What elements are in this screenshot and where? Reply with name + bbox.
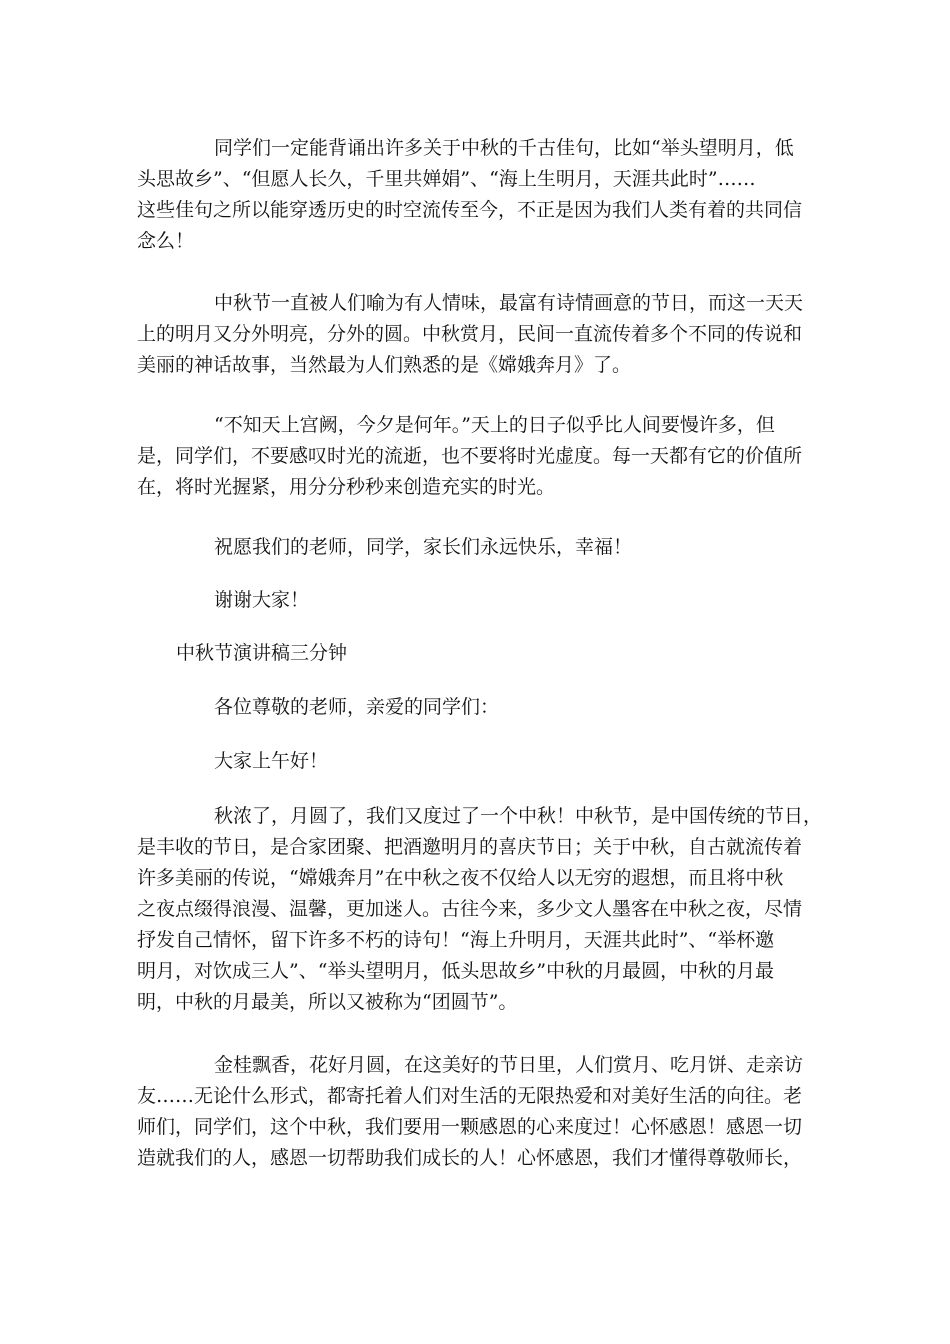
paragraph-line: 明，中秋的月最美，所以又被称为“团圆节”。 bbox=[137, 991, 518, 1013]
paragraph-line: 造就我们的人，感恩一切帮助我们成长的人！心怀感恩，我们才懂得尊敬师长， bbox=[137, 1147, 803, 1169]
paragraph-line: “不知天上宫阙，今夕是何年。”天上的日子似乎比人间要慢许多，但 bbox=[214, 414, 775, 436]
paragraph-line: 金桂飘香，花好月圆，在这美好的节日里，人们赏月、吃月饼、走亲访 bbox=[214, 1054, 804, 1076]
paragraph-5 bbox=[137, 585, 817, 616]
paragraph-line: 许多美丽的传说，“嫦娥奔月”在中秋之夜不仅给人以无穷的遐想，而且将中秋 bbox=[137, 867, 784, 889]
paragraph-line: 美丽的神话故事，当然最为人们熟悉的是《嫦娥奔月》了。 bbox=[137, 354, 632, 376]
paragraph-1 bbox=[137, 133, 817, 257]
paragraph-6 bbox=[137, 801, 823, 1018]
paragraph-3 bbox=[137, 410, 817, 503]
paragraph-line: 这些佳句之所以能穿透历史的时空流传至今，不正是因为我们人类有着的共同信 bbox=[137, 199, 803, 221]
paragraph-line: 明月，对饮成三人”、“举头望明月，低头思故乡”中秋的月最圆，中秋的月最 bbox=[137, 960, 775, 982]
paragraph-line: 念么！ bbox=[137, 230, 195, 252]
paragraph-line: 之夜点缀得浪漫、温馨，更加迷人。古往今来，多少文人墨客在中秋之夜，尽情 bbox=[137, 898, 803, 920]
paragraph-7 bbox=[137, 1050, 817, 1174]
paragraph-salutation bbox=[137, 692, 817, 723]
paragraph-line: 抒发自己情怀，留下许多不朽的诗句！“海上升明月，天涯共此时”、“举杯邀 bbox=[137, 929, 775, 951]
paragraph-line: 师们，同学们，这个中秋，我们要用一颗感恩的心来度过！心怀感恩！感恩一切 bbox=[137, 1116, 803, 1138]
section-heading-line: 中秋节演讲稿三分钟 bbox=[176, 642, 348, 664]
paragraph-line: 头思故乡”、“但愿人长久，千里共婵娟”、“海上生明月，天涯共此时”…… bbox=[137, 168, 756, 190]
paragraph-2 bbox=[137, 288, 817, 381]
paragraph-4 bbox=[137, 532, 817, 563]
section-heading bbox=[137, 638, 817, 669]
paragraph-line: 大家上午好！ bbox=[214, 750, 329, 772]
paragraph-line: 各位尊敬的老师，亲爱的同学们： bbox=[214, 696, 500, 718]
paragraph-line: 是丰收的节日，是合家团聚、把酒邀明月的喜庆节日；关于中秋，自古就流传着 bbox=[137, 836, 803, 858]
paragraph-line: 中秋节一直被人们喻为有人情味，最富有诗情画意的节日，而这一天天 bbox=[214, 292, 804, 314]
paragraph-line: 在，将时光握紧，用分分秒秒来创造充实的时光。 bbox=[137, 476, 556, 498]
paragraph-line: 友……无论什么形式，都寄托着人们对生活的无限热爱和对美好生活的向往。老 bbox=[137, 1085, 803, 1107]
paragraph-greeting bbox=[137, 746, 817, 777]
paragraph-line: 是，同学们，不要感叹时光的流逝，也不要将时光虚度。每一天都有它的价值所 bbox=[137, 445, 803, 467]
paragraph-line: 祝愿我们的老师，同学，家长们永远快乐，幸福！ bbox=[214, 536, 633, 558]
paragraph-line: 秋浓了，月圆了，我们又度过了一个中秋！中秋节，是中国传统的节日， bbox=[214, 805, 823, 827]
paragraph-line: 上的明月又分外明亮，分外的圆。中秋赏月，民间一直流传着多个不同的传说和 bbox=[137, 323, 803, 345]
paragraph-line: 同学们一定能背诵出许多关于中秋的千古佳句，比如“举头望明月，低 bbox=[214, 137, 794, 159]
paragraph-line: 谢谢大家！ bbox=[214, 589, 310, 611]
